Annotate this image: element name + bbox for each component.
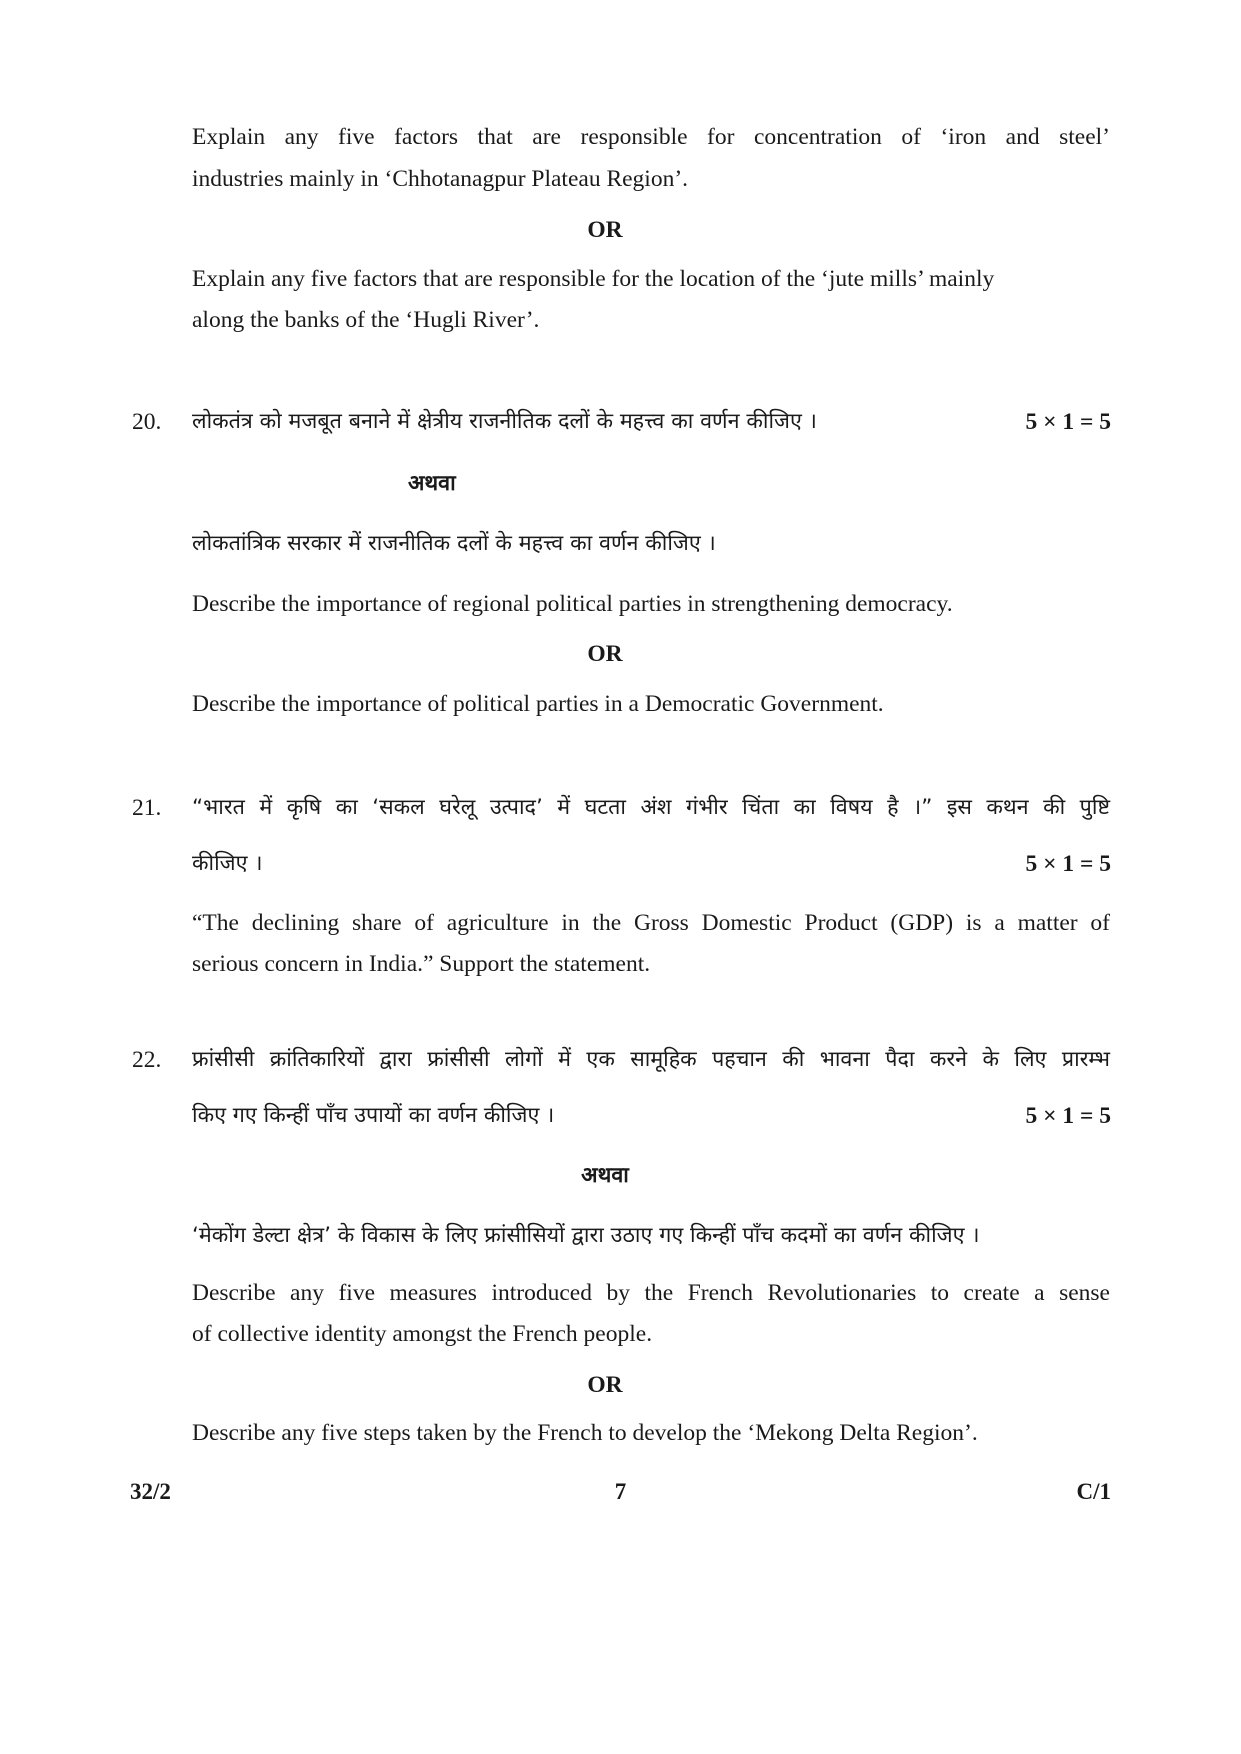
athva-divider: अथवा	[408, 471, 456, 496]
q20-hindi: लोकतंत्र को मजबूत बनाने में क्षेत्रीय राजनीतिक दलों के महत्त्व का वर्णन कीजिए ।	[192, 409, 817, 434]
question-number: 22.	[132, 1047, 162, 1073]
question-number: 20.	[132, 409, 162, 435]
or-divider: OR	[587, 641, 623, 667]
q20-hindi-alt: लोकतांत्रिक सरकार में राजनीतिक दलों के महत्त्व का वर्णन कीजिए ।	[192, 531, 716, 556]
question-number: 21.	[132, 795, 162, 821]
intro-alt-line-1: Explain any five factors that are responsible for the location of the ‘jute mills’ mainly	[192, 266, 995, 292]
q20-marks: 5 × 1 = 5	[1025, 409, 1111, 435]
intro-line-2: industries mainly in ‘Chhotanagpur Plateau Region’.	[192, 166, 689, 192]
paper-code: 32/2	[130, 1479, 171, 1504]
q20-english-alt: Describe the importance of political parties in a Democratic Government.	[192, 691, 884, 717]
q21-hindi-line-2: कीजिए ।	[192, 851, 263, 876]
q22-english-line-1: Describe any five measures introduced by the French Revolutionaries to create a sense	[192, 1280, 1110, 1306]
intro-line-1: Explain any five factors that are responsible for concentration of ‘iron and steel’	[192, 124, 1110, 150]
q22-marks: 5 × 1 = 5	[1025, 1103, 1111, 1129]
q20-english: Describe the importance of regional political parties in strengthening democracy.	[192, 591, 953, 617]
or-divider: OR	[587, 217, 623, 243]
set-code: C/1	[1076, 1479, 1111, 1504]
athva-divider: अथवा	[581, 1163, 629, 1188]
q22-hindi-alt: ‘मेकोंग डेल्टा क्षेत्र’ के विकास के लिए फ्रांसीसियों द्वारा उठाए गए किन्हीं पाँच कदमों का वर्णन कीजिए ।	[192, 1223, 980, 1248]
page-number: 7	[614, 1479, 627, 1504]
q21-english-line-2: serious concern in India.” Support the statement.	[192, 951, 651, 977]
q21-english-line-1: “The declining share of agriculture in the Gross Domestic Product (GDP) is a matter of	[192, 910, 1110, 936]
q22-english-alt: Describe any five steps taken by the French to develop the ‘Mekong Delta Region’.	[192, 1420, 978, 1446]
q21-hindi-line-1: “भारत में कृषि का ‘सकल घरेलू उत्पाद’ में घटता अंश गंभीर चिंता का विषय है ।” इस कथन की पुष्टि	[192, 795, 1110, 820]
q22-hindi-line-2: किए गए किन्हीं पाँच उपायों का वर्णन कीजिए ।	[192, 1103, 555, 1128]
intro-alt-line-2: along the banks of the ‘Hugli River’.	[192, 307, 540, 333]
q21-marks: 5 × 1 = 5	[1025, 851, 1111, 877]
q22-english-line-2: of collective identity amongst the French people.	[192, 1321, 653, 1347]
or-divider: OR	[587, 1372, 623, 1398]
q22-hindi-line-1: फ्रांसीसी क्रांतिकारियों द्वारा फ्रांसीसी लोगों में एक सामूहिक पहचान की भावना पैदा करने के लिए प्रारम्भ	[192, 1047, 1110, 1072]
